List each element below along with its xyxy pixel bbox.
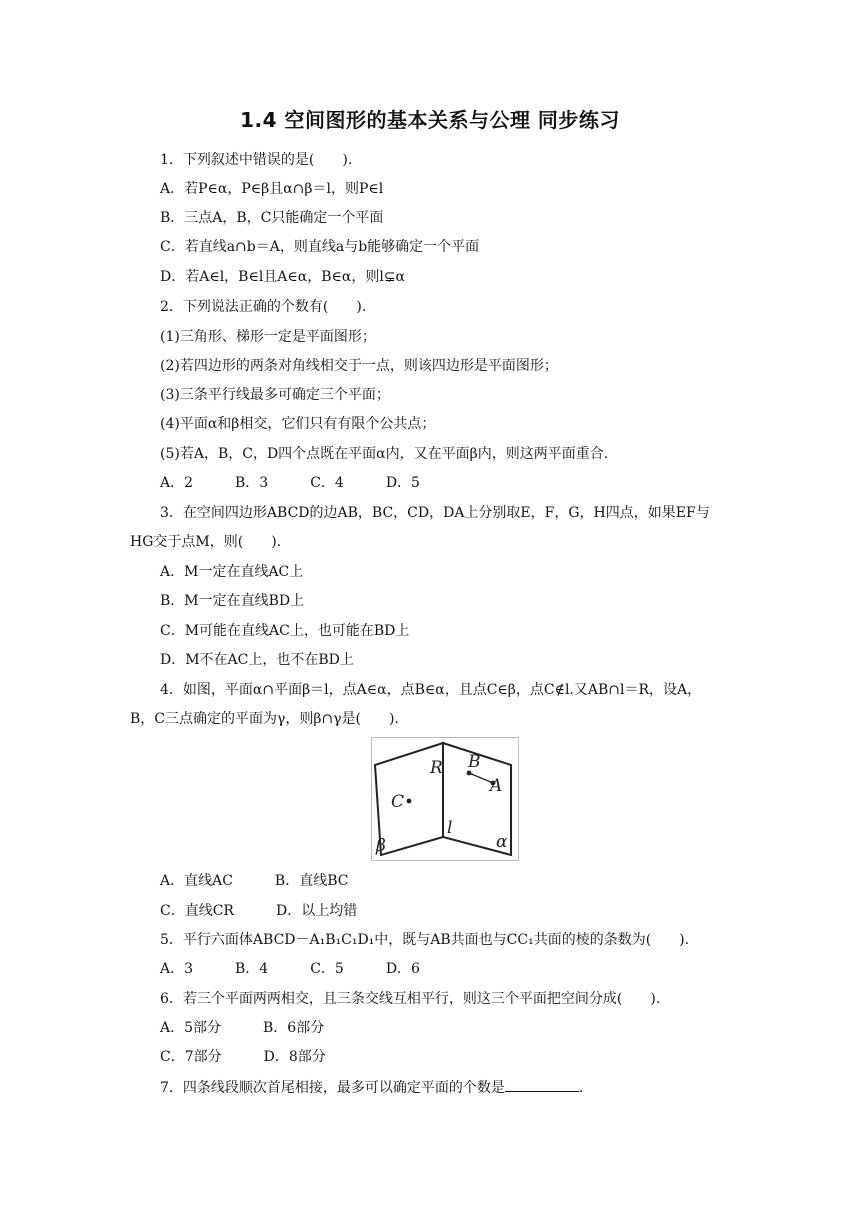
q3-option-c: C．M可能在直线AC上，也可能在BD上 — [160, 623, 410, 639]
q3-option-a: A．M一定在直线AC上 — [160, 564, 304, 580]
label-a: A — [490, 776, 503, 796]
q2-stem: 2．下列说法正确的个数有( ). — [160, 299, 367, 315]
q3-stem-line1: 3．在空间四边形ABCD的边AB，BC，CD，DA上分别取E，F，G，H四点，如果EF与 — [160, 505, 710, 521]
q2-statement-1: (1)三角形、梯形一定是平面图形； — [160, 329, 376, 345]
q5-options: A．3 B．4 C．5 D．6 — [160, 961, 420, 977]
q2-statement-5: (5)若A，B，C，D四个点既在平面α内，又在平面β内，则这两平面重合． — [160, 446, 618, 462]
q1-option-b: B．三点A，B，C只能确定一个平面 — [160, 210, 384, 226]
label-r: R — [430, 758, 443, 778]
q1-option-c: C．若直线a∩b＝A，则直线a与b能够确定一个平面 — [160, 239, 480, 255]
label-c: C — [391, 792, 405, 812]
q3-stem-line2: HG交于点M，则( ). — [130, 534, 282, 550]
planes-figure — [371, 737, 519, 861]
q7-stem: 7．四条线段顺次首尾相接，最多可以确定平面的个数是 — [160, 1080, 505, 1096]
planes-diagram — [371, 737, 519, 861]
q6-options-cd: C．7部分 D．8部分 — [160, 1049, 326, 1065]
q5-stem: 5．平行六面体ABCD－A₁B₁C₁D₁中，既与AB共面也与CC₁共面的棱的条数为( ). — [160, 932, 690, 948]
q2-statement-3: (3)三条平行线最多可确定三个平面； — [160, 387, 390, 403]
label-beta: β — [376, 836, 386, 856]
q6-options-ab: A．5部分 B．6部分 — [160, 1020, 325, 1036]
q2-statement-2: (2)若四边形的两条对角线相交于一点，则该四边形是平面图形； — [160, 358, 558, 374]
q4-options-cd: C．直线CR D．以上均错 — [160, 903, 358, 919]
q1-option-a: A．若P∈α，P∈β且α∩β＝l，则P∈l — [160, 181, 384, 197]
q2-options: A．2 B．3 C．4 D．5 — [160, 475, 420, 491]
q7-end: . — [578, 1080, 584, 1096]
q7-line — [160, 1077, 583, 1098]
label-b: B — [468, 752, 481, 772]
page-title: 1.4 空间图形的基本关系与公理 同步练习 — [240, 108, 620, 132]
point-c — [407, 799, 412, 804]
q1-option-d: D．若A∈l，B∈l且A∈α，B∈α，则l⊊α — [160, 269, 405, 285]
label-alpha: α — [496, 832, 508, 852]
q6-stem: 6．若三个平面两两相交，且三条交线互相平行，则这三个平面把空间分成( ). — [160, 991, 661, 1007]
q4-stem-line2: B，C三点确定的平面为γ，则β∩γ是( ). — [130, 711, 399, 727]
q3-option-b: B．M一定在直线BD上 — [160, 593, 305, 609]
q4-stem-line1: 4．如图，平面α∩平面β＝l，点A∈α，点B∈α，且点C∈β，点C∉l.又AB∩l＝R，设A， — [160, 682, 702, 698]
q2-statement-4: (4)平面α和β相交，它们只有有限个公共点； — [160, 416, 436, 432]
answer-blank — [505, 1077, 579, 1092]
label-l: l — [447, 818, 453, 838]
q3-option-d: D．M不在AC上，也不在BD上 — [160, 652, 354, 668]
q1-stem: 1．下列叙述中错误的是( ). — [160, 152, 353, 168]
q4-options-ab: A．直线AC B．直线BC — [160, 873, 349, 889]
